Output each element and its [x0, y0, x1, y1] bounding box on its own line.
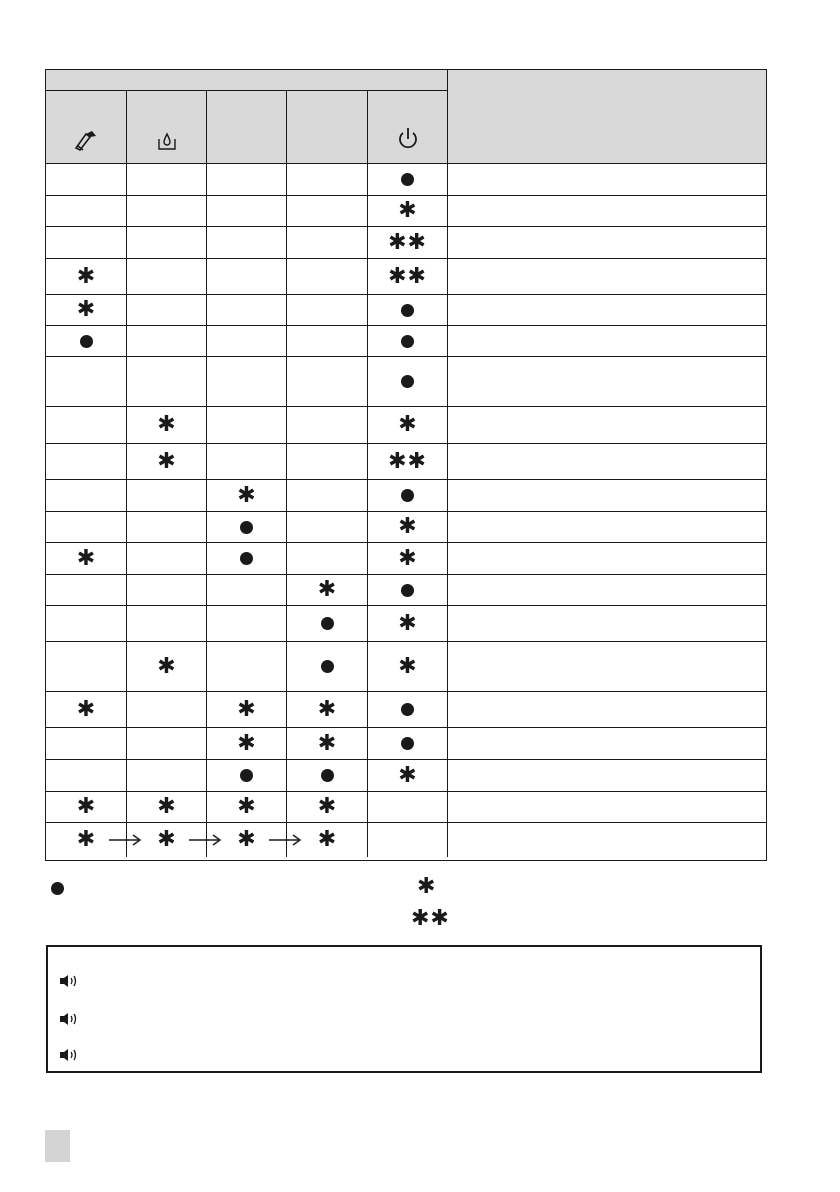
description-cell — [448, 227, 766, 258]
double-star-icon: ✱✱ — [411, 906, 450, 931]
dot-icon — [240, 769, 253, 782]
indicator-cell — [127, 480, 207, 511]
indicator-cell — [127, 760, 207, 791]
indicator-cell — [368, 792, 448, 822]
table-row — [46, 227, 766, 259]
arrow-right-icon — [188, 833, 222, 847]
table-row — [46, 295, 766, 326]
indicator-cell — [368, 728, 448, 759]
description-cell — [448, 444, 766, 479]
dot-icon — [401, 375, 414, 388]
dot-icon — [321, 617, 334, 630]
star-icon: ✱ — [157, 412, 176, 437]
indicator-cell — [127, 295, 207, 325]
dot-icon — [401, 335, 414, 348]
indicator-cell — [127, 407, 207, 443]
description-cell — [448, 760, 766, 791]
dot-icon — [51, 882, 64, 895]
arrow-right-icon — [108, 833, 142, 847]
indicator-cell — [368, 543, 448, 574]
indicator-cell — [46, 444, 127, 479]
table-row — [46, 606, 766, 642]
indicator-cell — [46, 792, 127, 822]
dot-icon — [240, 552, 253, 565]
indicator-cell — [368, 407, 448, 443]
description-cell — [448, 295, 766, 325]
star-icon: ✱ — [398, 762, 417, 788]
header-col-4 — [287, 91, 368, 163]
description-cell — [448, 823, 766, 857]
dot-icon — [401, 737, 414, 750]
table-row — [46, 407, 766, 444]
indicator-cell — [127, 357, 207, 406]
star-icon: ✱ — [157, 794, 176, 819]
indicator-cell — [127, 692, 207, 727]
indicator-cell — [127, 227, 207, 258]
star-icon: ✱ — [237, 827, 256, 852]
indicator-cell — [287, 642, 368, 691]
speaker-icon — [58, 973, 80, 989]
star-icon: ✱ — [157, 448, 176, 474]
star-icon: ✱ — [417, 874, 436, 899]
indicator-cell — [127, 792, 207, 822]
indicator-cell — [46, 642, 127, 691]
indicator-cell — [368, 295, 448, 325]
indicator-cell — [127, 326, 207, 356]
dot-icon — [401, 489, 414, 502]
indicator-cell — [46, 692, 127, 727]
indicator-cell — [207, 357, 287, 406]
indicator-cell — [207, 480, 287, 511]
indicator-cell — [46, 407, 127, 443]
double-star-icon: ✱✱ — [388, 263, 427, 289]
indicator-cell — [207, 227, 287, 258]
table-row — [46, 692, 766, 728]
star-icon: ✱ — [76, 263, 96, 289]
indicator-cell — [207, 164, 287, 195]
indicator-cell — [127, 728, 207, 759]
indicator-cell — [207, 692, 287, 727]
star-icon: ✱ — [157, 827, 176, 852]
description-cell — [448, 357, 766, 406]
description-cell — [448, 164, 766, 195]
star-icon: ✱ — [76, 696, 96, 722]
indicator-cell — [287, 575, 368, 605]
indicator-cell — [287, 606, 368, 641]
indicator-cell — [207, 760, 287, 791]
star-icon: ✱ — [237, 482, 256, 508]
star-icon: ✱ — [76, 545, 96, 571]
indicator-cell — [287, 760, 368, 791]
power-icon — [396, 126, 420, 157]
dot-icon — [80, 335, 93, 348]
dot-icon — [401, 304, 414, 317]
description-cell — [448, 728, 766, 759]
dot-icon — [401, 584, 414, 597]
indicator-cell — [46, 543, 127, 574]
indicator-cell — [287, 512, 368, 542]
symbol-legend — [45, 876, 765, 932]
table-row — [46, 512, 766, 543]
indicator-cell — [127, 164, 207, 195]
indicator-cell — [287, 196, 368, 226]
indicator-cell — [127, 196, 207, 226]
indicator-cell — [46, 512, 127, 542]
dot-icon — [321, 769, 334, 782]
indicator-cell — [287, 295, 368, 325]
star-icon: ✱ — [237, 730, 256, 756]
star-icon: ✱ — [317, 577, 337, 602]
indicator-cell — [287, 728, 368, 759]
indicator-cell — [287, 480, 368, 511]
page-number-marker — [45, 1130, 70, 1162]
indicator-cell — [287, 259, 368, 294]
table-header-description — [448, 70, 766, 163]
header-power — [368, 91, 448, 163]
indicator-cell — [287, 164, 368, 195]
indicator-cell — [368, 326, 448, 356]
description-cell — [448, 575, 766, 605]
indicator-cell — [46, 295, 127, 325]
indicator-cell — [368, 512, 448, 542]
indicator-cell — [207, 407, 287, 443]
header-cleaning — [46, 91, 127, 163]
note-row — [58, 1047, 80, 1063]
indicator-cell — [368, 259, 448, 294]
indicator-cell — [207, 444, 287, 479]
table-row — [46, 444, 766, 480]
indicator-cell — [46, 259, 127, 294]
note-row — [58, 1011, 80, 1027]
double-star-icon: ✱✱ — [388, 448, 427, 474]
table-row — [46, 728, 766, 760]
indicator-cell — [287, 227, 368, 258]
indicator-cell — [46, 164, 127, 195]
header-col-3 — [207, 91, 287, 163]
indicator-cell — [46, 227, 127, 258]
indicator-cell — [46, 196, 127, 226]
indicator-cell — [46, 575, 127, 605]
indicator-cell — [368, 164, 448, 195]
description-cell — [448, 407, 766, 443]
description-cell — [448, 259, 766, 294]
star-icon: ✱ — [76, 827, 96, 852]
indicator-cell — [287, 543, 368, 574]
table-row — [46, 164, 766, 196]
star-icon: ✱ — [398, 610, 417, 636]
indicator-cell — [207, 543, 287, 574]
description-cell — [448, 480, 766, 511]
star-icon: ✱ — [76, 297, 96, 322]
indicator-cell — [207, 326, 287, 356]
indicator-cell — [127, 444, 207, 479]
table-row — [46, 357, 766, 407]
table-row — [46, 259, 766, 295]
star-icon: ✱ — [317, 730, 337, 756]
indicator-cell — [368, 606, 448, 641]
indicator-cell — [368, 357, 448, 406]
star-icon: ✱ — [317, 827, 337, 852]
indicator-cell — [46, 357, 127, 406]
header-water — [127, 91, 207, 163]
indicator-cell — [207, 606, 287, 641]
indicator-cell — [127, 259, 207, 294]
table-row — [46, 575, 766, 606]
indicator-cell — [127, 512, 207, 542]
description-cell — [448, 326, 766, 356]
indicator-cell — [127, 575, 207, 605]
table-row — [46, 642, 766, 692]
star-icon: ✱ — [76, 794, 96, 819]
indicator-cell — [368, 692, 448, 727]
star-icon: ✱ — [398, 198, 417, 223]
indicator-cell — [46, 760, 127, 791]
indicator-cell — [368, 642, 448, 691]
description-cell — [448, 196, 766, 226]
speaker-icon — [58, 1011, 80, 1027]
indicator-cell — [368, 480, 448, 511]
water-drop-icon — [156, 130, 178, 157]
indicator-cell — [127, 606, 207, 641]
description-cell — [448, 692, 766, 727]
indicator-cell — [287, 326, 368, 356]
double-star-icon: ✱✱ — [388, 229, 427, 255]
star-icon: ✱ — [317, 696, 337, 722]
description-cell — [448, 792, 766, 822]
indicator-cell — [207, 642, 287, 691]
star-icon: ✱ — [237, 696, 256, 722]
indicator-cell — [207, 196, 287, 226]
table-row — [46, 792, 766, 823]
table-header-group — [46, 70, 448, 91]
description-cell — [448, 543, 766, 574]
note-row — [58, 973, 80, 989]
table-row — [46, 823, 766, 857]
indicator-cell — [287, 792, 368, 822]
indicator-cell — [368, 227, 448, 258]
star-icon: ✱ — [317, 794, 337, 819]
indicator-cell — [46, 728, 127, 759]
table-row — [46, 760, 766, 792]
star-icon: ✱ — [398, 514, 417, 539]
star-icon: ✱ — [237, 794, 256, 819]
speaker-icon — [58, 1047, 80, 1063]
indicator-cell — [368, 444, 448, 479]
table-row — [46, 543, 766, 575]
legend-star — [417, 876, 435, 898]
star-icon: ✱ — [398, 545, 417, 571]
indicator-cell — [287, 692, 368, 727]
indicator-cell — [46, 480, 127, 511]
indicator-cell — [368, 760, 448, 791]
indicator-cell — [287, 407, 368, 443]
indicator-cell — [207, 792, 287, 822]
star-icon: ✱ — [157, 653, 176, 679]
indicator-cell — [368, 575, 448, 605]
dot-icon — [401, 703, 414, 716]
description-cell — [448, 606, 766, 641]
dot-icon — [321, 660, 334, 673]
star-icon: ✱ — [398, 653, 417, 679]
indicator-cell — [127, 642, 207, 691]
indicator-cell — [368, 196, 448, 226]
dot-icon — [401, 173, 414, 186]
indicator-cell — [46, 326, 127, 356]
cleaning-icon — [72, 128, 100, 157]
description-cell — [448, 642, 766, 691]
star-icon: ✱ — [398, 412, 417, 437]
notes-box — [46, 945, 762, 1073]
arrow-right-icon — [268, 833, 302, 847]
indicator-cell — [368, 823, 448, 857]
indicator-cell — [127, 543, 207, 574]
indicator-cell — [207, 512, 287, 542]
indicator-cell — [287, 357, 368, 406]
indicator-cell — [207, 259, 287, 294]
indicator-status-table — [45, 69, 767, 861]
table-row — [46, 480, 766, 512]
indicator-cell — [287, 444, 368, 479]
indicator-cell — [46, 606, 127, 641]
indicator-cell — [207, 295, 287, 325]
legend-dot — [51, 882, 64, 895]
indicator-cell — [207, 728, 287, 759]
description-cell — [448, 512, 766, 542]
indicator-cell — [207, 575, 287, 605]
table-row — [46, 326, 766, 357]
table-row — [46, 196, 766, 227]
dot-icon — [240, 521, 253, 534]
legend-stars — [411, 908, 450, 930]
